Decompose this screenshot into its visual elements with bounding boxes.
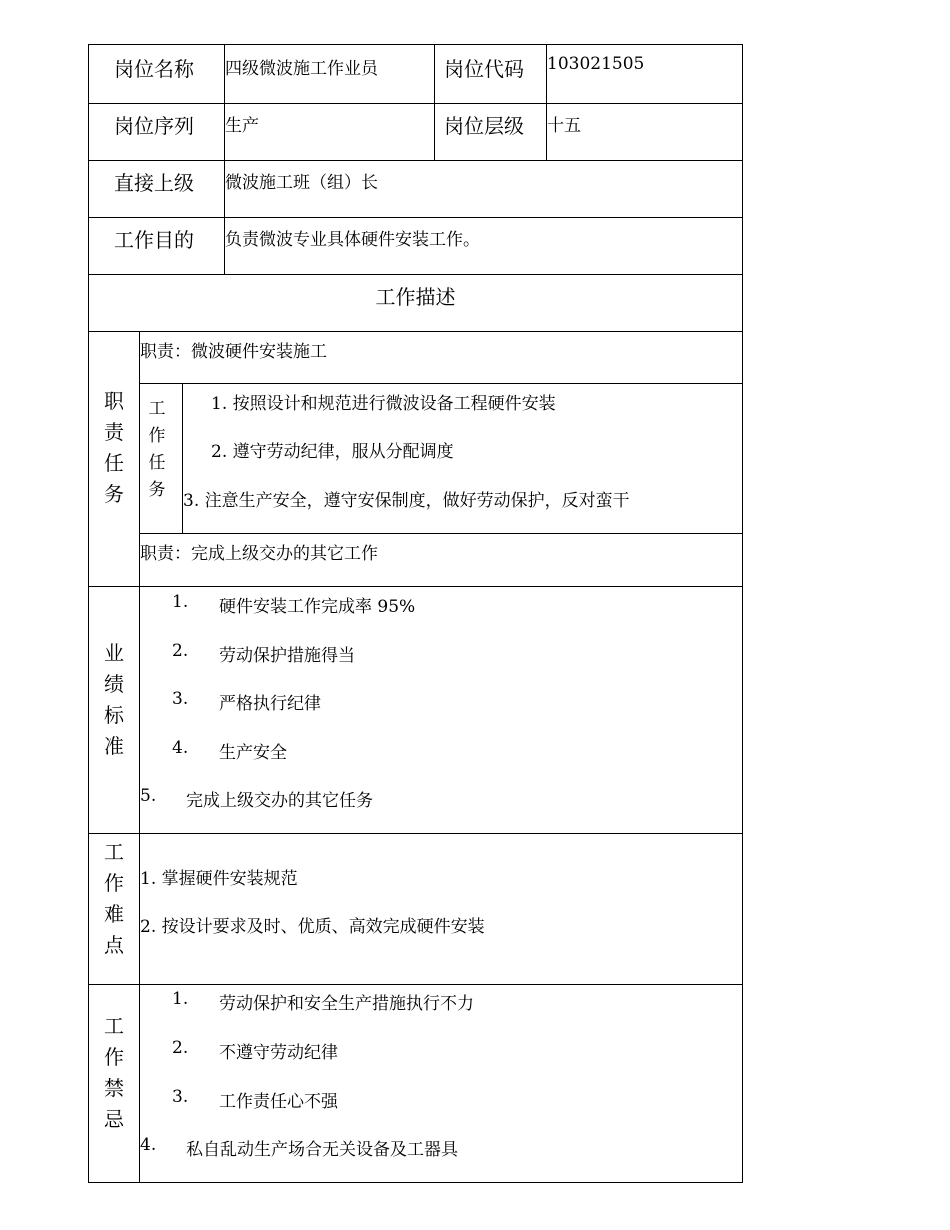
column-divider <box>434 44 435 160</box>
taboo-num-2: 2. <box>172 1038 189 1058</box>
taboo-item-3: 工作责任心不强 <box>219 1092 338 1112</box>
row-divider <box>88 833 743 834</box>
position-level-value: 十五 <box>547 116 581 136</box>
description-title: 工作描述 <box>375 285 456 309</box>
performance-num-4: 4. <box>172 738 189 758</box>
performance-item-3: 严格执行纪律 <box>219 694 321 714</box>
difficulty-1: 1. 掌握硬件安装规范 <box>140 869 298 889</box>
performance-item-4: 生产安全 <box>219 743 287 763</box>
performance-item-2: 劳动保护措施得当 <box>219 646 355 666</box>
taboos-label: 工作禁忌 <box>104 1014 124 1131</box>
position-name-value: 四级微波施工作业员 <box>225 59 378 79</box>
task-label: 工作任务 <box>148 399 166 500</box>
taboo-num-4: 4. <box>140 1135 157 1155</box>
row-divider <box>88 331 743 332</box>
position-level-label: 岗位层级 <box>444 114 524 138</box>
duties-label: 职责任务 <box>104 389 124 506</box>
column-divider <box>139 331 140 1183</box>
position-code-label: 岗位代码 <box>444 57 524 81</box>
taboo-num-3: 3. <box>172 1087 189 1107</box>
taboo-item-2: 不遵守劳动纪律 <box>219 1043 338 1063</box>
row-divider <box>88 160 743 161</box>
task-2: 2. 遵守劳动纪律，服从分配调度 <box>211 442 454 462</box>
row-divider <box>88 217 743 218</box>
position-series-label: 岗位序列 <box>114 114 194 138</box>
row-divider <box>88 103 743 104</box>
performance-label: 业绩标准 <box>104 641 124 758</box>
row-divider <box>139 383 743 384</box>
position-name-label: 岗位名称 <box>114 57 194 81</box>
position-series-value: 生产 <box>225 116 259 136</box>
duty-2: 职责：完成上级交办的其它工作 <box>140 544 378 564</box>
taboo-item-1: 劳动保护和安全生产措施执行不力 <box>219 994 474 1014</box>
row-divider <box>88 984 743 985</box>
taboo-item-4: 私自乱动生产场合无关设备及工器具 <box>186 1140 458 1160</box>
row-divider <box>88 586 743 587</box>
performance-item-5: 完成上级交办的其它任务 <box>186 791 373 811</box>
performance-num-2: 2. <box>172 641 189 661</box>
task-3: 3. 注意生产安全，遵守安保制度，做好劳动保护，反对蛮干 <box>183 491 630 511</box>
performance-num-3: 3. <box>172 689 189 709</box>
row-divider <box>139 533 743 534</box>
task-1: 1. 按照设计和规范进行微波设备工程硬件安装 <box>211 394 556 414</box>
row-divider <box>88 274 743 275</box>
taboo-num-1: 1. <box>172 989 189 1009</box>
performance-item-1: 硬件安装工作完成率 95% <box>219 597 416 617</box>
duty-1: 职责：微波硬件安装施工 <box>140 342 327 362</box>
direct-superior-value: 微波施工班（组）长 <box>225 173 378 193</box>
work-purpose-value: 负责微波专业具体硬件安装工作。 <box>225 230 480 250</box>
performance-num-5: 5. <box>140 786 157 806</box>
difficulty-2: 2. 按设计要求及时、优质、高效完成硬件安装 <box>140 917 485 937</box>
position-code-value: 103021505 <box>547 54 645 74</box>
performance-num-1: 1. <box>172 592 189 612</box>
difficulties-label: 工作难点 <box>104 840 124 957</box>
direct-superior-label: 直接上级 <box>114 171 194 195</box>
work-purpose-label: 工作目的 <box>114 228 194 252</box>
